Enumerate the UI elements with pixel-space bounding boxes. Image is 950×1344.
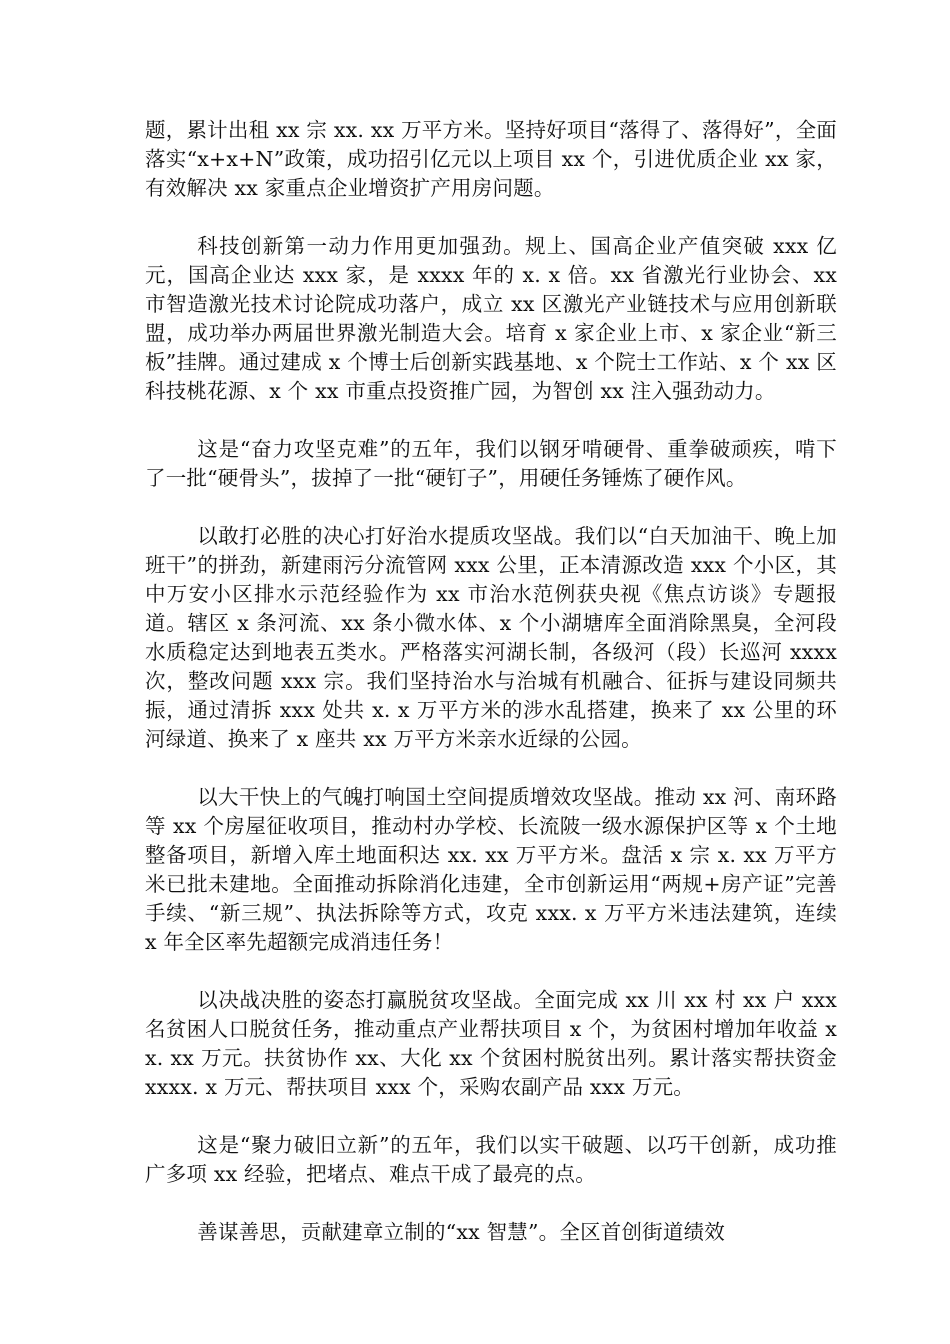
paragraph-5: 以大干快上的气魄打响国土空间提质增效攻坚战。推动 xx 河、南环路等 xx 个房屋征收项目，推动村办学校、长流陂一级水源保护区等 x 个土地整备项目，新增入库土地面积达 xx. xx 万平方米。盘活 x 宗 x. xx 万平方米已批未建地。全面推动拆除消化违建，全市创新运用“两规+房产证”完善手续、“新三规”、执法拆除等方式，攻克 xxx. x 万平方米违法建筑，连续 x 年全区率先超额完成消违任务！ bbox=[145, 785, 837, 954]
paragraph-8: 善谋善思，贡献建章立制的“xx 智慧”。全区首创街道绩效 bbox=[197, 1220, 725, 1244]
paragraph-1: 题，累计出租 xx 宗 xx. xx 万平方米。坚持好项目“落得了、落得好”，全面落实“x+x+N”政策，成功招引亿元以上项目 xx 个，引进优质企业 xx 家，有效解决 xx 家重点企业增资扩产用房问题。 bbox=[145, 118, 837, 200]
document-body bbox=[145, 116, 837, 1247]
paragraph-3: 这是“奋力攻坚克难”的五年，我们以钢牙啃硬骨、重拳破顽疾，啃下了一批“硬骨头”，拔掉了一批“硬钉子”，用硬任务锤炼了硬作风。 bbox=[145, 437, 837, 490]
paragraph-4: 以敢打必胜的决心打好治水提质攻坚战。我们以“白天加油干、晚上加班干”的拼劲，新建雨污分流管网 xxx 公里，正本清源改造 xxx 个小区，其中万安小区排水示范经验作为 xx 市治水范例获央视《焦点访谈》专题报道。辖区 x 条河流、xx 条小微水体、x 个小湖塘库全面消除黑臭，全河段水质稳定达到地表五类水。严格落实河湖长制，各级河（段）长巡河 xxxx 次，整改问题 xxx 宗。我们坚持治水与治城有机融合、征拆与建设同频共振，通过清拆 xxx 处共 x. x 万平方米的涉水乱搭建，换来了 xx 公里的环河绿道、换来了 x 座共 xx 万平方米亲水近绿的公园。 bbox=[145, 524, 837, 751]
paragraph-6: 以决战决胜的姿态打赢脱贫攻坚战。全面完成 xx 川 xx 村 xx 户 xxx 名贫困人口脱贫任务，推动重点产业帮扶项目 x 个，为贫困村增加年收益 xx. xx 万元。扶贫协作 xx、大化 xx 个贫困村脱贫出列。累计落实帮扶资金 xxxx. x 万元、帮扶项目 xxx 个，采购农副产品 xxx 万元。 bbox=[145, 988, 837, 1099]
paragraph-2: 科技创新第一动力作用更加强劲。规上、国高企业产值突破 xxx 亿元，国高企业达 xxx 家，是 xxxx 年的 x. x 倍。xx 省激光行业协会、xx 市智造激光技术讨论院成功落户，成立 xx 区激光产业链技术与应用创新联盟，成功举办两届世界激光制造大会。培育 x 家企业上市、x 家企业“新三板”挂牌。通过建成 x 个博士后创新实践基地、x 个院士工作站、x 个 xx 区科技桃花源、x 个 xx 市重点投资推广园，为智创 xx 注入强劲动力。 bbox=[145, 234, 837, 403]
paragraph-7: 这是“聚力破旧立新”的五年，我们以实干破题、以巧干创新，成功推广多项 xx 经验，把堵点、难点干成了最亮的点。 bbox=[145, 1133, 837, 1186]
